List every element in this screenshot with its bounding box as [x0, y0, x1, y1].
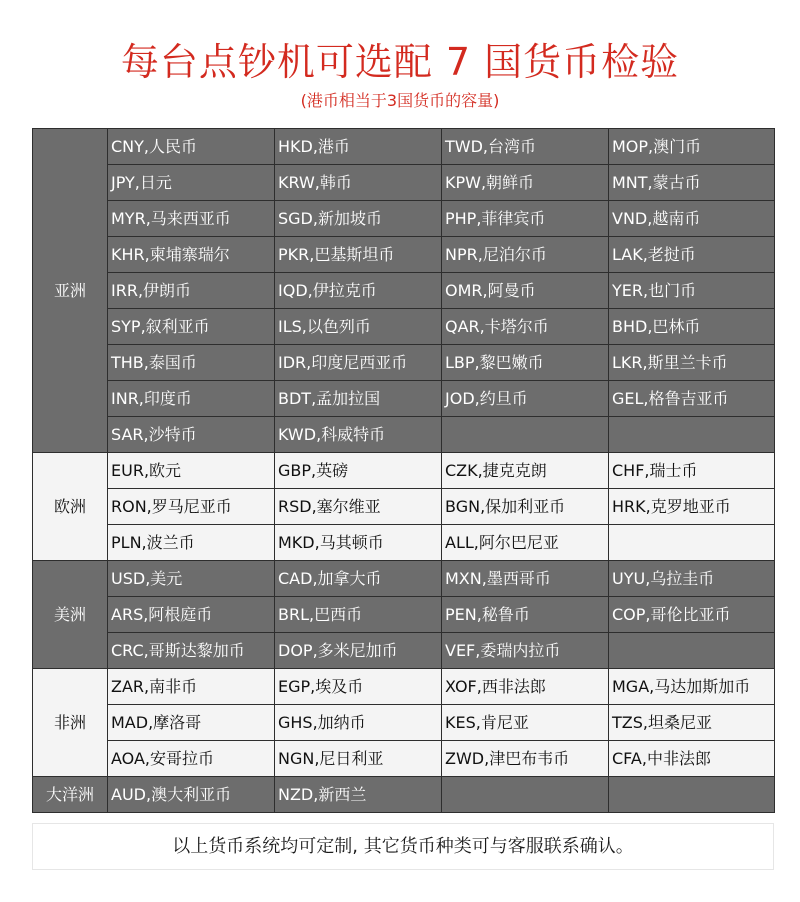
- currency-cell: ALL,阿尔巴尼亚: [442, 525, 609, 561]
- currency-cell: SYP,叙利亚币: [108, 309, 275, 345]
- currency-cell: JPY,日元: [108, 165, 275, 201]
- currency-cell: ZWD,津巴布韦币: [442, 741, 609, 777]
- currency-cell: BHD,巴林币: [609, 309, 775, 345]
- table-row: [33, 453, 775, 489]
- currency-cell: [609, 777, 775, 813]
- currency-cell: PEN,秘鲁币: [442, 597, 609, 633]
- currency-cell: ARS,阿根庭币: [108, 597, 275, 633]
- currency-cell: INR,印度币: [108, 381, 275, 417]
- currency-cell: MNT,蒙古币: [609, 165, 775, 201]
- currency-cell: IQD,伊拉克币: [275, 273, 442, 309]
- footer-note: 以上货币系统均可定制, 其它货币种类可与客服联系确认。: [32, 823, 774, 870]
- table-row: [33, 633, 775, 669]
- currency-cell: GEL,格鲁吉亚币: [609, 381, 775, 417]
- currency-cell: SAR,沙特币: [108, 417, 275, 453]
- currency-cell: XOF,西非法郎: [442, 669, 609, 705]
- currency-table: [32, 128, 775, 813]
- page-title: 每台点钞机可选配 7 国货币检验: [120, 40, 680, 84]
- table-row: [33, 309, 775, 345]
- currency-cell: AOA,安哥拉币: [108, 741, 275, 777]
- currency-cell: GHS,加纳币: [275, 705, 442, 741]
- table-row: [33, 201, 775, 237]
- currency-cell: KRW,韩币: [275, 165, 442, 201]
- currency-cell: CZK,捷克克朗: [442, 453, 609, 489]
- currency-cell: PLN,波兰币: [108, 525, 275, 561]
- currency-cell: PHP,菲律宾币: [442, 201, 609, 237]
- currency-cell: EUR,欧元: [108, 453, 275, 489]
- currency-cell: YER,也门币: [609, 273, 775, 309]
- table-row: [33, 273, 775, 309]
- currency-cell: USD,美元: [108, 561, 275, 597]
- currency-cell: HRK,克罗地亚币: [609, 489, 775, 525]
- currency-cell: MGA,马达加斯加币: [609, 669, 775, 705]
- table-row: [33, 741, 775, 777]
- region-label: 亚洲: [33, 129, 108, 453]
- region-label: 大洋洲: [33, 777, 108, 813]
- currency-cell: DOP,多米尼加币: [275, 633, 442, 669]
- currency-cell: NPR,尼泊尔币: [442, 237, 609, 273]
- table-row: [33, 525, 775, 561]
- currency-cell: CRC,哥斯达黎加币: [108, 633, 275, 669]
- table-row: [33, 417, 775, 453]
- table-row: [33, 777, 775, 813]
- currency-cell: NZD,新西兰: [275, 777, 442, 813]
- currency-cell: COP,哥伦比亚币: [609, 597, 775, 633]
- currency-cell: RSD,塞尔维亚: [275, 489, 442, 525]
- table-row: [33, 561, 775, 597]
- currency-cell: ZAR,南非币: [108, 669, 275, 705]
- table-row: [33, 489, 775, 525]
- table-row: [33, 345, 775, 381]
- currency-cell: KWD,科威特币: [275, 417, 442, 453]
- currency-cell: BGN,保加利亚币: [442, 489, 609, 525]
- currency-cell: CHF,瑞士币: [609, 453, 775, 489]
- currency-cell: CFA,中非法郎: [609, 741, 775, 777]
- currency-cell: IRR,伊朗币: [108, 273, 275, 309]
- currency-cell: MXN,墨西哥币: [442, 561, 609, 597]
- table-row: [33, 165, 775, 201]
- currency-cell: VND,越南币: [609, 201, 775, 237]
- currency-cell: BRL,巴西币: [275, 597, 442, 633]
- currency-cell: MAD,摩洛哥: [108, 705, 275, 741]
- currency-cell: [442, 417, 609, 453]
- currency-cell: THB,泰国币: [108, 345, 275, 381]
- table-row: [33, 381, 775, 417]
- table-row: [33, 129, 775, 165]
- table-row: [33, 705, 775, 741]
- currency-cell: LBP,黎巴嫩币: [442, 345, 609, 381]
- currency-cell: IDR,印度尼西亚币: [275, 345, 442, 381]
- currency-cell: MKD,马其顿币: [275, 525, 442, 561]
- currency-cell: QAR,卡塔尔币: [442, 309, 609, 345]
- currency-cell: RON,罗马尼亚币: [108, 489, 275, 525]
- currency-cell: JOD,约旦币: [442, 381, 609, 417]
- currency-cell: TWD,台湾币: [442, 129, 609, 165]
- currency-cell: AUD,澳大利亚币: [108, 777, 275, 813]
- currency-cell: VEF,委瑞内拉币: [442, 633, 609, 669]
- currency-cell: [609, 417, 775, 453]
- currency-table-body: [33, 129, 775, 813]
- currency-cell: [609, 633, 775, 669]
- currency-cell: LAK,老挝币: [609, 237, 775, 273]
- table-row: [33, 597, 775, 633]
- currency-cell: MOP,澳门币: [609, 129, 775, 165]
- currency-cell: EGP,埃及币: [275, 669, 442, 705]
- currency-cell: KHR,柬埔寨瑞尔: [108, 237, 275, 273]
- page-subtitle: (港币相当于3国货币的容量): [300, 91, 500, 110]
- currency-cell: CAD,加拿大币: [275, 561, 442, 597]
- currency-cell: LKR,斯里兰卡币: [609, 345, 775, 381]
- currency-cell: [609, 525, 775, 561]
- currency-cell: BDT,孟加拉国: [275, 381, 442, 417]
- currency-cell: CNY,人民币: [108, 129, 275, 165]
- currency-cell: PKR,巴基斯坦币: [275, 237, 442, 273]
- currency-cell: TZS,坦桑尼亚: [609, 705, 775, 741]
- currency-cell: NGN,尼日利亚: [275, 741, 442, 777]
- currency-cell: OMR,阿曼币: [442, 273, 609, 309]
- currency-cell: HKD,港币: [275, 129, 442, 165]
- currency-cell: ILS,以色列币: [275, 309, 442, 345]
- table-row: [33, 237, 775, 273]
- currency-cell: KES,肯尼亚: [442, 705, 609, 741]
- table-row: [33, 669, 775, 705]
- currency-cell: GBP,英磅: [275, 453, 442, 489]
- currency-cell: MYR,马来西亚币: [108, 201, 275, 237]
- currency-cell: KPW,朝鲜币: [442, 165, 609, 201]
- currency-cell: UYU,乌拉圭币: [609, 561, 775, 597]
- currency-cell: SGD,新加坡币: [275, 201, 442, 237]
- region-label: 欧洲: [33, 453, 108, 561]
- currency-cell: [442, 777, 609, 813]
- region-label: 美洲: [33, 561, 108, 669]
- region-label: 非洲: [33, 669, 108, 777]
